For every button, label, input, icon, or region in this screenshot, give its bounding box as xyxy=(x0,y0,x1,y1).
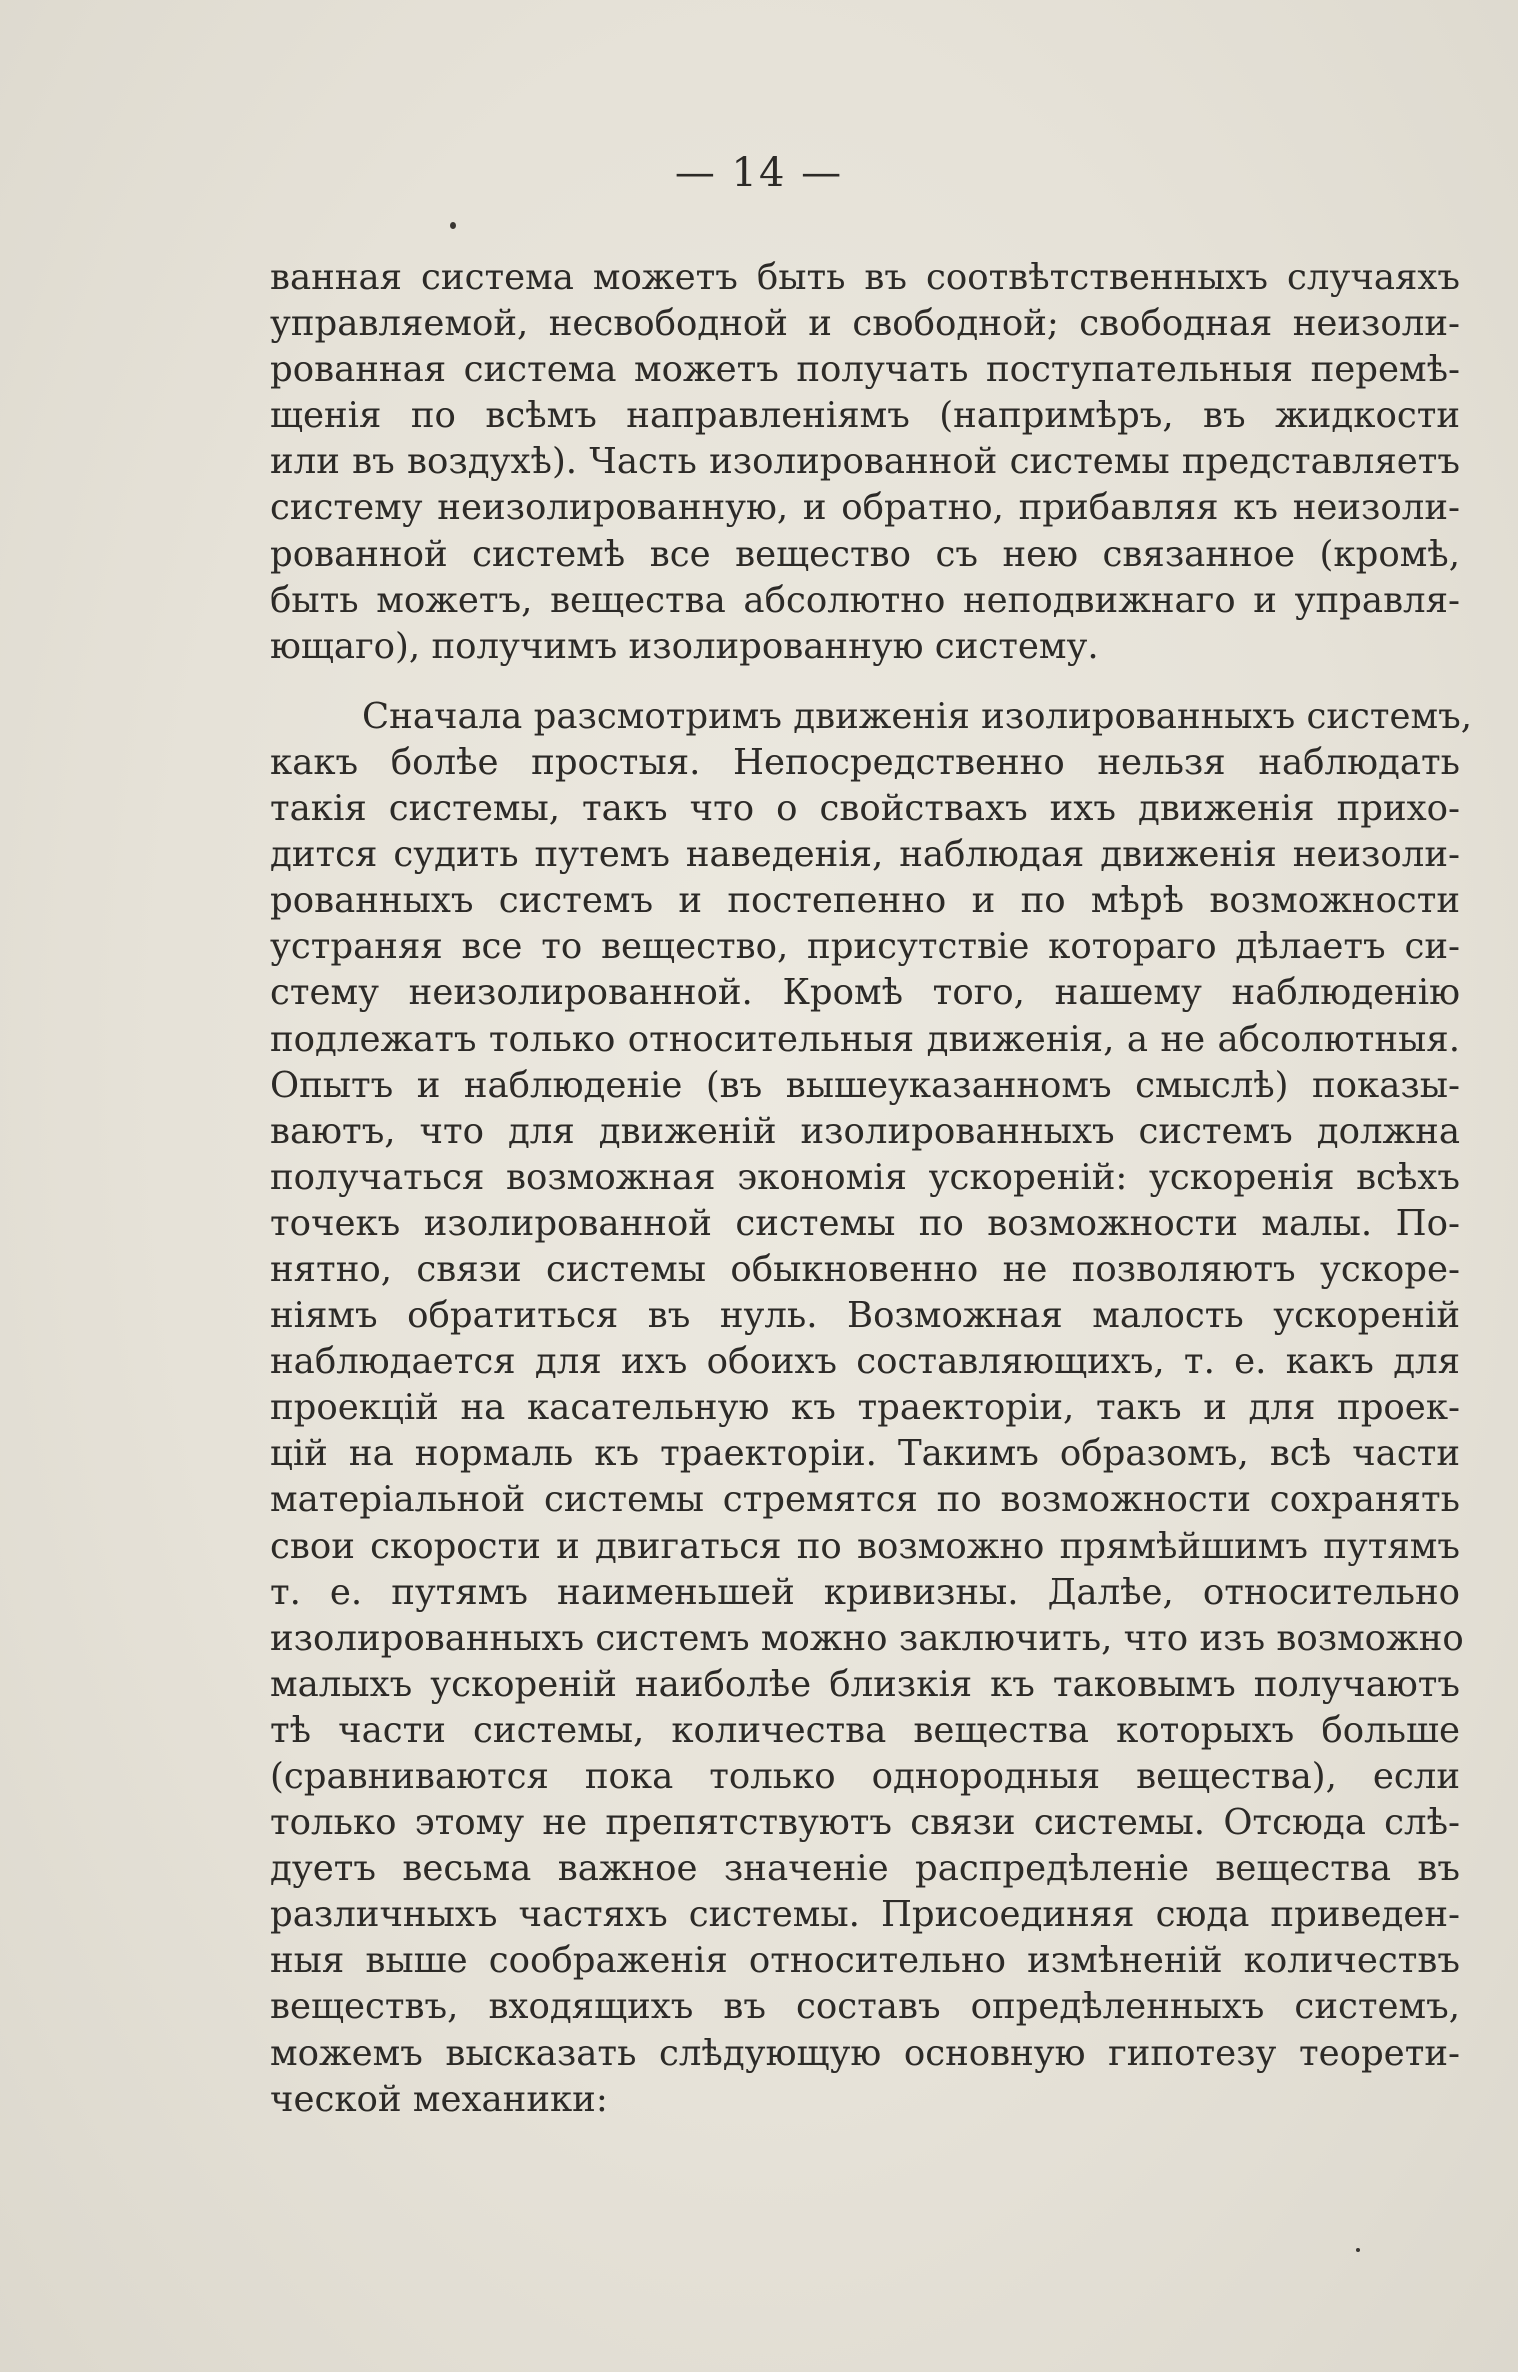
text-line: можемъ высказать слѣдующую основную гипотезу теорети- xyxy=(270,2032,1460,2074)
text-line: ніямъ обратиться въ нуль. Возможная малость ускореній xyxy=(270,1295,1460,1337)
text-line: т. е. путямъ наименьшей кривизны. Далѣе, относительно xyxy=(270,1571,1460,1613)
text-line: дуетъ весьма важное значеніе распредѣленіе вещества въ xyxy=(270,1848,1460,1890)
text-line: систему неизолированную, и обратно, прибавляя къ неизоли- xyxy=(270,487,1460,529)
text-line: малыхъ ускореній наиболѣе близкія къ таковымъ получаютъ xyxy=(270,1663,1460,1705)
text-line: изолированныхъ системъ можно заключить, что изъ возможно xyxy=(270,1617,1464,1659)
text-line: Опытъ и наблюденіе (въ вышеуказанномъ смыслѣ) показы- xyxy=(270,1064,1460,1106)
text-line: ныя выше соображенія относительно измѣненій количествъ xyxy=(270,1940,1460,1982)
text-line: свои скорости и двигаться по возможно прямѣйшимъ путямъ xyxy=(270,1525,1460,1567)
text-line: такія системы, такъ что о свойствахъ ихъ движенія прихо- xyxy=(270,788,1460,830)
text-line: различныхъ частяхъ системы. Присоединяя сюда приведен- xyxy=(270,1894,1460,1936)
text-line: (сравниваются пока только однородныя вещества), если xyxy=(270,1756,1460,1797)
text-line: стему неизолированной. Кромѣ того, нашему наблюденію xyxy=(270,972,1460,1014)
text-line: получаться возможная экономія ускореній: ускоренія всѣхъ xyxy=(270,1156,1460,1198)
text-line: щенія по всѣмъ направленіямъ (напримѣръ, въ жидкости xyxy=(270,395,1460,437)
text-line: ваютъ, что для движеній изолированныхъ системъ должна xyxy=(270,1110,1460,1152)
body-text xyxy=(270,255,1472,2123)
text-line: ческой механики: xyxy=(270,2078,608,2120)
text-line: цій на нормаль къ траекторіи. Такимъ образомъ, всѣ части xyxy=(270,1433,1460,1475)
page-number: — 14 — xyxy=(674,150,844,196)
ink-speck xyxy=(450,222,456,229)
text-line: рованныхъ системъ и постепенно и по мѣрѣ возможности xyxy=(270,880,1460,922)
text-line: нятно, связи системы обыкновенно не позволяютъ ускоре- xyxy=(270,1248,1460,1290)
text-line: устраняя все то вещество, присутствіе котораго дѣлаетъ си- xyxy=(270,926,1460,968)
text-line: какъ болѣе простыя. Непосредственно нельзя наблюдать xyxy=(270,741,1460,783)
paragraph xyxy=(270,255,1460,670)
text-line: быть можетъ, вещества абсолютно неподвижнаго и управля- xyxy=(270,579,1460,621)
text-line: или въ воздухѣ). Часть изолированной системы представляетъ xyxy=(270,441,1460,483)
text-line: только этому не препятствуютъ связи системы. Отсюда слѣ- xyxy=(270,1802,1460,1844)
text-line: проекцій на касательную къ траекторіи, такъ и для проек- xyxy=(270,1387,1460,1429)
text-line: матеріальной системы стремятся по возможности сохранять xyxy=(270,1479,1460,1521)
ink-speck xyxy=(1356,2248,1360,2252)
paragraph-gap xyxy=(270,670,1460,694)
text-line: ванная система можетъ быть въ соотвѣтственныхъ случаяхъ xyxy=(270,257,1460,298)
text-line: точекъ изолированной системы по возможности малы. По- xyxy=(270,1202,1460,1244)
text-line: подлежатъ только относительныя движенія, а не абсолютныя. xyxy=(270,1018,1460,1060)
text-line: Сначала разсмотримъ движенія изолированныхъ системъ, xyxy=(362,695,1472,737)
paragraph xyxy=(270,694,1472,2123)
text-line: управляемой, несвободной и свободной; свободная неизоли- xyxy=(270,303,1460,345)
text-line: тѣ части системы, количества вещества которыхъ больше xyxy=(270,1709,1460,1751)
text-line: наблюдается для ихъ обоихъ составляющихъ, т. е. какъ для xyxy=(270,1341,1460,1383)
text-line: ющаго), получимъ изолированную систему. xyxy=(270,625,1099,667)
text-line: дится судить путемъ наведенія, наблюдая движенія неизоли- xyxy=(270,834,1460,876)
text-line: рованной системѣ все вещество съ нею связанное (кромѣ, xyxy=(270,533,1460,575)
text-line: рованная система можетъ получать поступательныя перемѣ- xyxy=(270,349,1460,391)
text-line: веществъ, входящихъ въ составъ опредѣленныхъ системъ, xyxy=(270,1986,1460,2028)
